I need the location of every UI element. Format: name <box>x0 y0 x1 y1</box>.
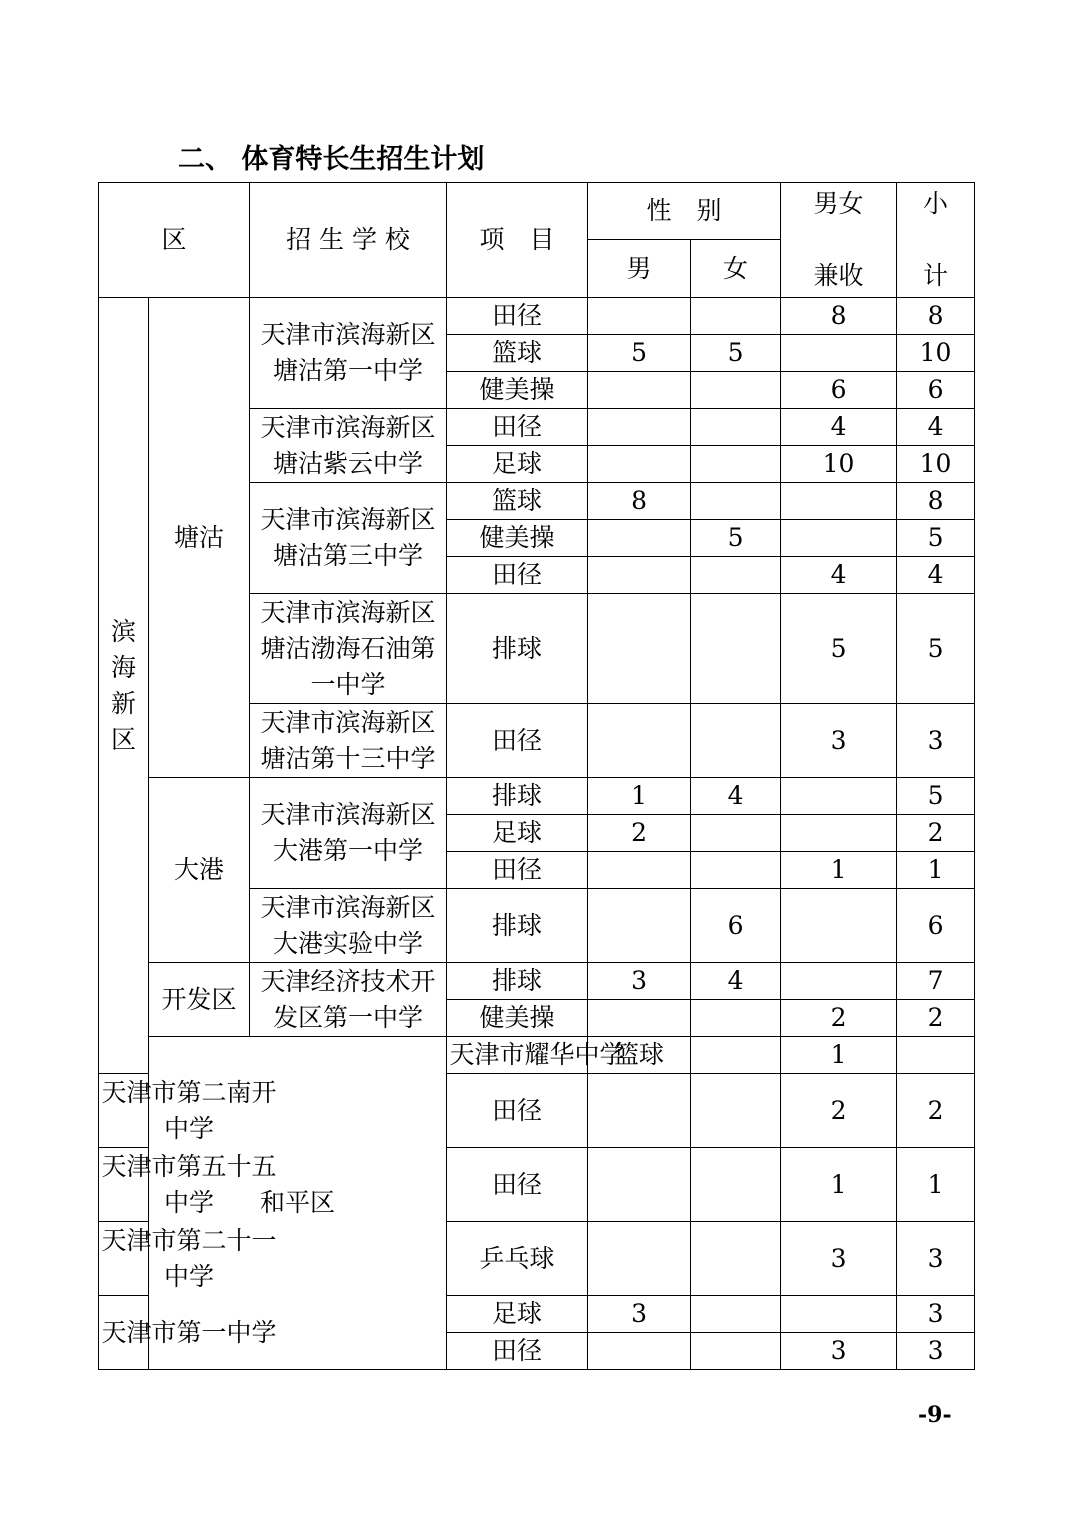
project-cell: 排球 <box>447 594 588 704</box>
both-count: 8 <box>781 298 897 335</box>
school-name <box>250 483 447 594</box>
both-count: 4 <box>781 557 897 594</box>
school-name-text: 天津市滨海新区大港第一中学 <box>260 800 436 865</box>
subdistrict-dagang <box>149 778 250 963</box>
female-count <box>691 298 781 335</box>
header-row <box>99 183 975 240</box>
male-count: 3 <box>588 963 691 1000</box>
page-title: 二、 体育特长生招生计划 <box>178 144 485 175</box>
both-count: 3 <box>781 1222 897 1296</box>
school-name-text: 天津市第五十五中学 <box>101 1151 277 1217</box>
male-count <box>588 446 691 483</box>
female-count <box>691 409 781 446</box>
table-row <box>99 778 975 815</box>
subtotal-count: 2 <box>897 1074 975 1148</box>
subtotal-count: 1 <box>897 1148 975 1222</box>
male-count <box>588 1333 691 1370</box>
table-row <box>99 1148 975 1222</box>
project-cell: 足球 <box>447 446 588 483</box>
header-district: 区 <box>99 183 250 298</box>
female-count <box>691 852 781 889</box>
male-count <box>588 889 691 963</box>
subdistrict-kaifa <box>149 963 250 1037</box>
female-count <box>691 372 781 409</box>
male-count <box>588 372 691 409</box>
school-name <box>250 889 447 963</box>
school-name <box>250 963 447 1037</box>
school-name-text: 天津市滨海新区塘沽渤海石油第一中学 <box>260 597 436 699</box>
subtotal-count: 3 <box>897 1222 975 1296</box>
male-count <box>691 1037 781 1074</box>
female-count: 4 <box>691 778 781 815</box>
project-cell: 健美操 <box>447 1000 588 1037</box>
subdistrict-tanggu <box>149 298 250 778</box>
district-binhai-text: 滨海新区 <box>110 616 136 754</box>
school-name <box>250 778 447 889</box>
header-male: 男 <box>588 240 691 298</box>
school-name-text: 天津经济技术开发区第一中学 <box>260 966 436 1032</box>
district-heping-text: 和平区 <box>260 1188 336 1217</box>
school-name <box>250 704 447 778</box>
header-both: 男女 兼收 <box>781 183 897 298</box>
sports-enrollment-table <box>98 182 975 1370</box>
female-count <box>691 815 781 852</box>
project-cell: 健美操 <box>447 520 588 557</box>
male-count: 2 <box>588 815 691 852</box>
both-count <box>781 815 897 852</box>
female-count <box>691 1000 781 1037</box>
project-cell: 田径 <box>447 852 588 889</box>
male-count <box>588 852 691 889</box>
project-cell: 田径 <box>447 1148 588 1222</box>
male-count: 5 <box>588 335 691 372</box>
project-cell: 排球 <box>447 963 588 1000</box>
school-name <box>99 1222 277 1296</box>
project-cell: 足球 <box>447 815 588 852</box>
subtotal-count: 5 <box>897 778 975 815</box>
subtotal-count: 2 <box>897 815 975 852</box>
both-count: 5 <box>781 594 897 704</box>
female-count <box>691 1148 781 1222</box>
male-count <box>588 520 691 557</box>
header-school: 招 生 学 校 <box>250 183 447 298</box>
subtotal-count: 5 <box>897 520 975 557</box>
subtotal-count: 10 <box>897 335 975 372</box>
both-count <box>781 1296 897 1333</box>
both-count <box>781 520 897 557</box>
female-count: 5 <box>691 520 781 557</box>
table-row <box>99 963 975 1000</box>
both-count: 10 <box>781 446 897 483</box>
subtotal-count: 3 <box>897 1333 975 1370</box>
page-number: -9- <box>918 1402 952 1428</box>
male-count <box>588 594 691 704</box>
female-count <box>691 1222 781 1296</box>
subdistrict-kaifa-text: 开发区 <box>161 984 237 1014</box>
female-count <box>691 704 781 778</box>
male-count <box>588 704 691 778</box>
male-count <box>588 298 691 335</box>
project-cell: 田径 <box>447 704 588 778</box>
female-count <box>691 446 781 483</box>
male-count <box>588 557 691 594</box>
district-binhai <box>99 298 149 1074</box>
project-cell: 乒乓球 <box>447 1222 588 1296</box>
subtotal-count: 10 <box>897 446 975 483</box>
subtotal-count: 6 <box>897 372 975 409</box>
school-name <box>99 1074 277 1148</box>
school-name-text: 天津市第一中学 <box>101 1317 277 1347</box>
school-name-text: 天津市耀华中学 <box>449 1040 625 1069</box>
male-count <box>588 1148 691 1222</box>
female-count: 5 <box>691 335 781 372</box>
project-cell: 足球 <box>447 1296 588 1333</box>
male-count <box>588 1000 691 1037</box>
male-count <box>588 1222 691 1296</box>
both-count <box>781 483 897 520</box>
both-count: 2 <box>781 1074 897 1148</box>
subtotal-count: 1 <box>897 852 975 889</box>
project-cell: 排球 <box>447 778 588 815</box>
female-count <box>691 1074 781 1148</box>
project-cell: 田径 <box>447 298 588 335</box>
table-row <box>99 1037 975 1074</box>
female-count <box>691 483 781 520</box>
male-count: 1 <box>588 778 691 815</box>
subtotal-count: 2 <box>897 1000 975 1037</box>
subtotal-count: 6 <box>897 889 975 963</box>
school-name-text: 天津市滨海新区大港实验中学 <box>260 892 436 958</box>
project-cell: 排球 <box>447 889 588 963</box>
project-cell: 篮球 <box>588 1037 691 1074</box>
both-count: 2 <box>781 1000 897 1037</box>
school-name <box>447 1037 625 1074</box>
both-count: 3 <box>781 1333 897 1370</box>
subtotal-count: 7 <box>897 963 975 1000</box>
school-name <box>250 409 447 483</box>
subtotal-count: 8 <box>897 298 975 335</box>
school-name <box>250 594 447 704</box>
subtotal-count: 4 <box>897 409 975 446</box>
header-project: 项 目 <box>447 183 588 298</box>
female-count <box>691 557 781 594</box>
female-count: 4 <box>691 963 781 1000</box>
subtotal-count: 3 <box>897 1296 975 1333</box>
project-cell: 篮球 <box>447 483 588 520</box>
project-cell: 篮球 <box>447 335 588 372</box>
project-cell: 田径 <box>447 1074 588 1148</box>
female-count <box>691 594 781 704</box>
header-subtotal: 小 计 <box>897 183 975 298</box>
header-gender: 性 别 <box>588 183 781 240</box>
both-count <box>781 778 897 815</box>
subdistrict-tanggu-text: 塘沽 <box>174 522 225 552</box>
subtotal-count: 4 <box>897 557 975 594</box>
subtotal-count: 3 <box>897 704 975 778</box>
both-count <box>781 963 897 1000</box>
school-name-text: 天津市第二南开中学 <box>101 1077 277 1143</box>
school-name <box>99 1148 277 1222</box>
subtotal-count: 8 <box>897 483 975 520</box>
female-count <box>691 1296 781 1333</box>
project-cell: 田径 <box>447 409 588 446</box>
project-cell: 田径 <box>447 557 588 594</box>
male-count <box>588 1074 691 1148</box>
school-name <box>99 1296 277 1370</box>
school-name-text: 天津市滨海新区塘沽第十三中学 <box>260 707 436 773</box>
subdistrict-dagang-text: 大港 <box>174 855 225 884</box>
female-count <box>691 1333 781 1370</box>
both-count: 4 <box>781 409 897 446</box>
table-row <box>99 298 975 335</box>
male-count: 8 <box>588 483 691 520</box>
project-cell: 田径 <box>447 1333 588 1370</box>
both-count: 3 <box>781 704 897 778</box>
male-count <box>588 409 691 446</box>
both-count: 1 <box>781 852 897 889</box>
school-name-text: 天津市滨海新区塘沽第三中学 <box>260 505 436 570</box>
table-row <box>99 1074 975 1148</box>
female-count: 1 <box>781 1037 897 1074</box>
both-count <box>781 335 897 372</box>
both-count <box>781 889 897 963</box>
school-name <box>250 298 447 409</box>
both-count: 6 <box>781 372 897 409</box>
both-count: 1 <box>781 1148 897 1222</box>
school-name-text: 天津市第二十一中学 <box>101 1225 277 1291</box>
both-count <box>897 1037 975 1074</box>
school-name-text: 天津市滨海新区塘沽第一中学 <box>260 320 436 385</box>
school-name-text: 天津市滨海新区塘沽紫云中学 <box>260 412 436 478</box>
header-female: 女 <box>691 240 781 298</box>
male-count: 3 <box>588 1296 691 1333</box>
female-count: 6 <box>691 889 781 963</box>
project-cell: 健美操 <box>447 372 588 409</box>
subtotal-count: 5 <box>897 594 975 704</box>
table-row <box>99 1222 975 1296</box>
